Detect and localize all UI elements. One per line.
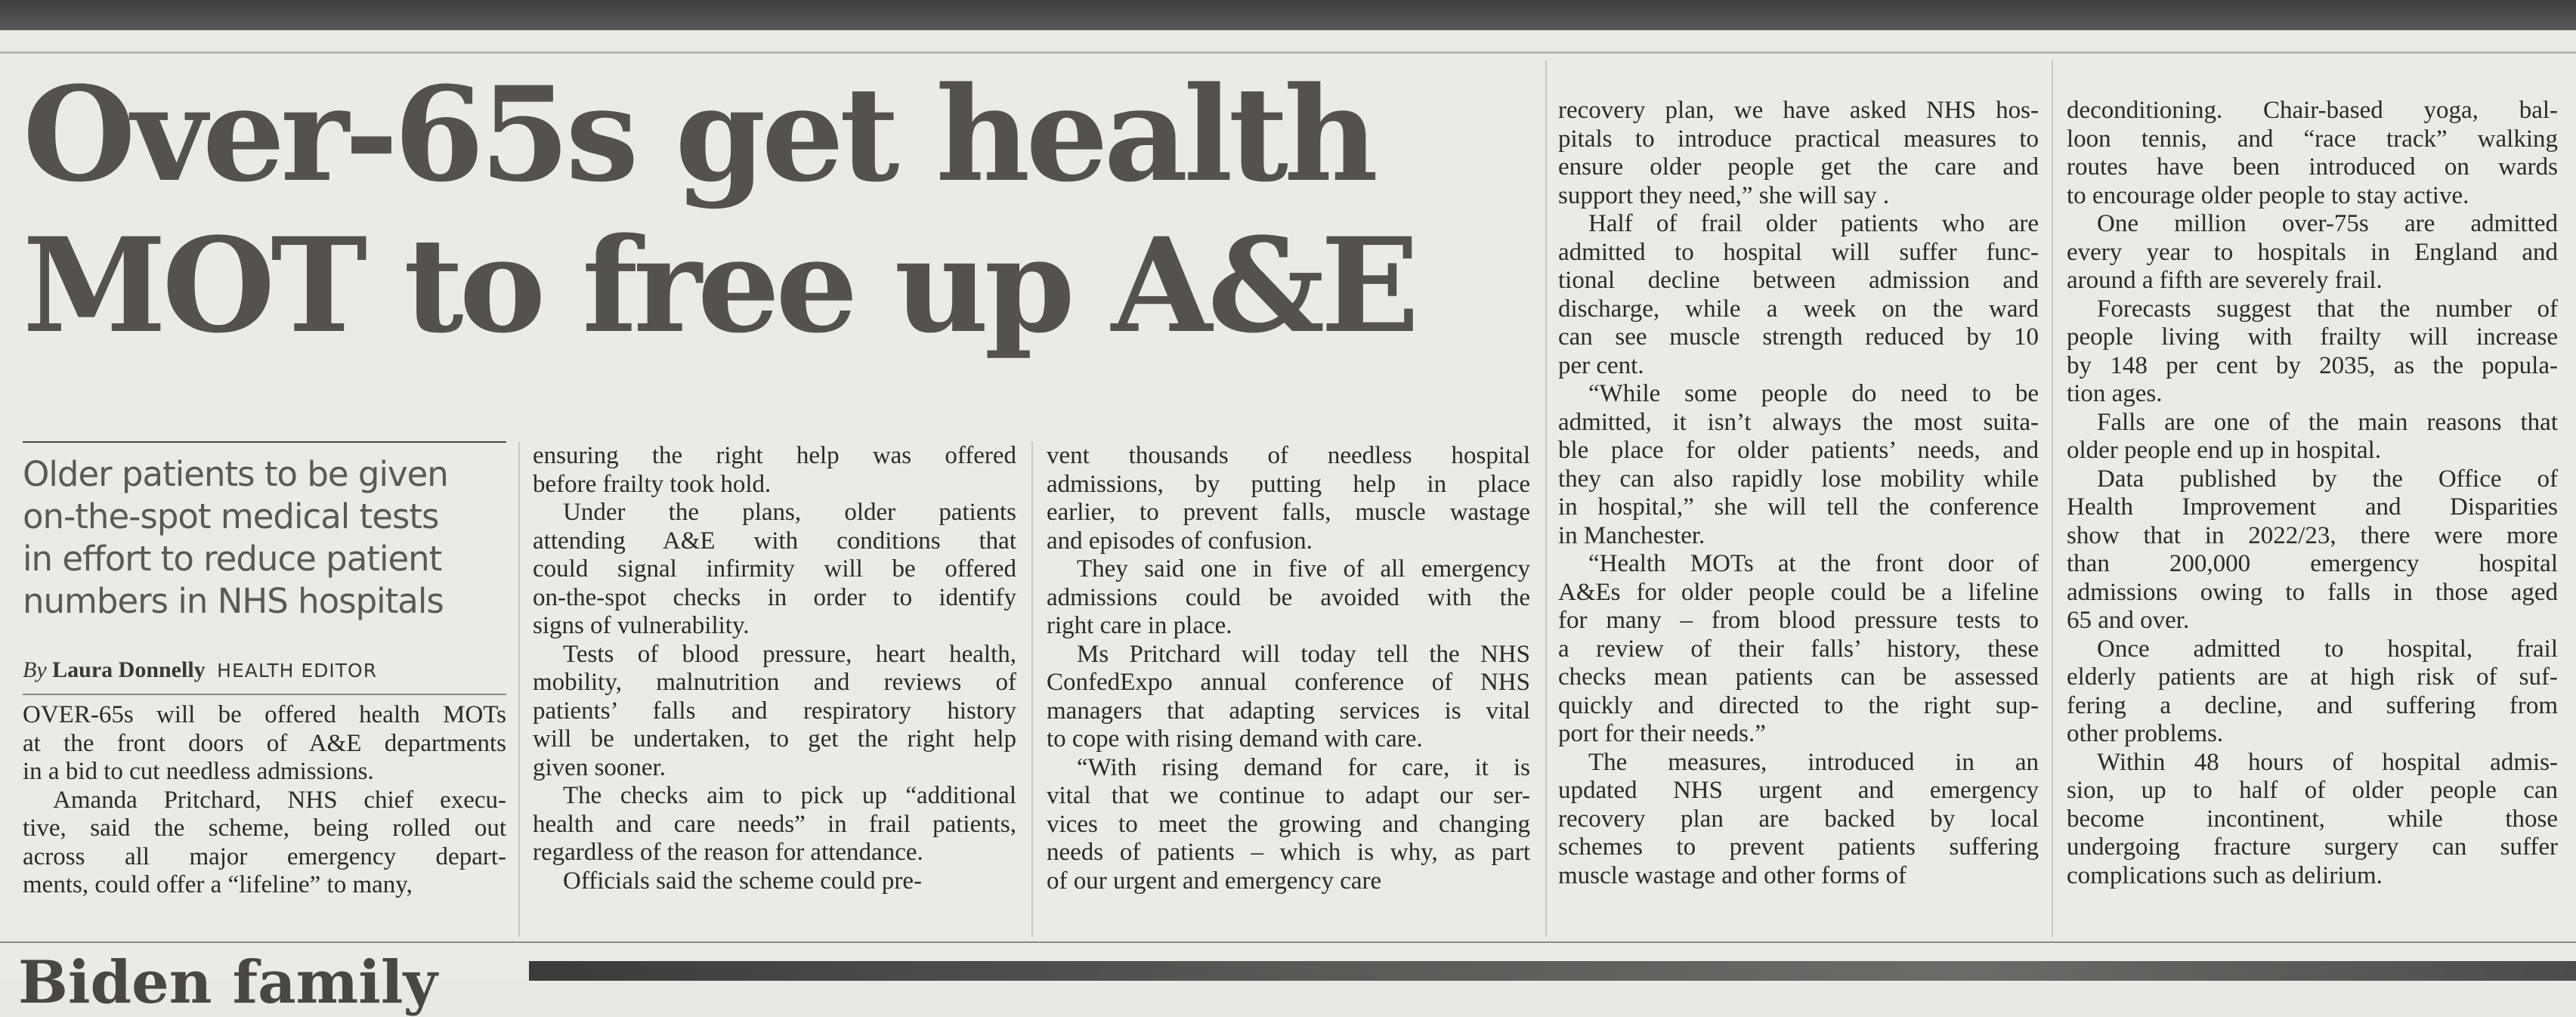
body-text-line: The checks aim to pick up “additional — [563, 782, 1016, 809]
body-text-line: needs of patients – which is why, as part — [1047, 839, 1530, 866]
column-divider — [1545, 60, 1547, 937]
next-article-headline: Biden family — [18, 948, 438, 1017]
column-divider — [1031, 442, 1033, 937]
body-text-line: ble place for older patients’ needs, and — [1558, 437, 2039, 464]
body-text-line: 65 and over. — [2067, 607, 2190, 634]
body-text-line: ments, could offer a “lifeline” to many, — [23, 871, 413, 898]
body-text-line: other problems. — [2067, 720, 2224, 747]
body-text-line: OVER-65s will be offered health MOTs — [23, 701, 506, 728]
body-text-line: at the front doors of A&E departments — [23, 729, 506, 757]
body-text-line: They said one in five of all emergency — [1077, 555, 1530, 583]
body-text-line: on-the-spot checks in order to identify — [533, 583, 1016, 611]
body-text-line: around a fifth are severely frail. — [2067, 267, 2383, 294]
body-text-line: discharge, while a week on the ward — [1558, 295, 2039, 323]
body-column-1 — [23, 701, 506, 900]
body-text-line: every year to hospitals in England and — [2067, 238, 2558, 266]
standfirst-line: on-the-spot medical tests — [23, 496, 439, 536]
body-text-line: for many – from blood pressure tests to — [1558, 607, 2039, 634]
body-text-line: across all major emergency depart- — [23, 842, 506, 870]
body-column-2 — [533, 442, 1016, 895]
body-text-line: routes have been introduced on wards — [2067, 153, 2558, 181]
body-text-line: in a bid to cut needless admissions. — [23, 758, 374, 785]
byline-rule — [23, 694, 506, 695]
body-column-4 — [1558, 97, 2039, 890]
body-text-line: patients’ falls and respiratory history — [533, 697, 1016, 725]
body-text-line: complications such as delirium. — [2067, 861, 2383, 889]
byline-role: HEALTH EDITOR — [217, 660, 378, 682]
body-text-line: admissions could be avoided with the — [1047, 583, 1530, 611]
body-text-line: health and care needs” in frail patients, — [533, 810, 1016, 838]
body-text-line: given sooner. — [533, 753, 666, 781]
body-text-line: attending A&E with conditions that — [533, 527, 1016, 555]
body-text-line: “With rising demand for care, it is — [1077, 753, 1530, 781]
body-text-line: sion, up to half of older people can — [2067, 777, 2558, 804]
body-text-line: mobility, malnutrition and reviews of — [533, 669, 1016, 696]
body-text-line: Health Improvement and Disparities — [2067, 493, 2558, 521]
body-text-line: in Manchester. — [1558, 521, 1705, 549]
body-text-line: Ms Pritchard will today tell the NHS — [1077, 640, 1530, 668]
body-text-line: before frailty took hold. — [533, 470, 772, 498]
body-text-line: become incontinent, while those — [2067, 805, 2558, 833]
body-text-line: schemes to prevent patients suffering — [1558, 833, 2039, 861]
body-text-line: right care in place. — [1047, 612, 1232, 639]
byline — [23, 651, 506, 689]
body-text-line: vices to meet the growing and changing — [1047, 810, 1530, 838]
body-text-line: will be undertaken, to get the right help — [533, 725, 1016, 753]
body-text-line: deconditioning. Chair-based yoga, bal- — [2067, 97, 2558, 124]
body-text-line: Under the plans, older patients — [563, 499, 1016, 526]
body-text-line: older people end up in hospital. — [2067, 437, 2382, 464]
byline-by: By — [23, 657, 47, 682]
body-text-line: earlier, to prevent falls, muscle wastage — [1047, 499, 1530, 526]
body-text-line: of our urgent and emergency care — [1047, 867, 1382, 895]
body-text-line: per cent. — [1558, 351, 1644, 379]
body-text-line: admissions owing to falls in those aged — [2067, 578, 2558, 606]
headline-line: Over-65s get health — [23, 57, 1375, 211]
body-text-line: muscle wastage and other forms of — [1558, 861, 1906, 889]
body-text-line: recovery plan are backed by local — [1558, 805, 2039, 833]
body-text-line: admitted to hospital will suffer func- — [1558, 238, 2039, 266]
body-text-line: Data published by the Office of — [2097, 465, 2558, 493]
body-text-line: ensuring the right help was offered — [533, 442, 1016, 469]
headline-line: MOT to free up A&E — [23, 209, 1415, 362]
body-text-line: by 148 per cent by 2035, as the popula- — [2067, 351, 2558, 379]
body-text-line: port for their needs.” — [1558, 720, 1766, 747]
body-text-line: managers that adapting services is vital — [1047, 697, 1530, 725]
body-text-line: vent thousands of needless hospital — [1047, 442, 1530, 469]
body-text-line: quickly and directed to the right sup- — [1558, 691, 2039, 719]
body-text-line: admissions, by putting help in place — [1047, 470, 1530, 498]
body-text-line: loon tennis, and “race track” walking — [2067, 125, 2558, 153]
body-text-line: regardless of the reason for attendance. — [533, 839, 923, 866]
body-column-3 — [1047, 442, 1530, 895]
body-text-line: admitted, it isn’t always the most suita- — [1558, 408, 2039, 436]
standfirst-line: numbers in NHS hospitals — [23, 581, 444, 621]
body-text-line: Falls are one of the main reasons that — [2097, 408, 2558, 436]
body-text-line: support they need,” she will say . — [1558, 181, 1890, 209]
body-text-line: updated NHS urgent and emergency — [1558, 777, 2039, 804]
body-text-line: ConfedExpo annual conference of NHS — [1047, 669, 1530, 696]
body-text-line: Officials said the scheme could pre- — [563, 867, 922, 895]
top-rule — [0, 51, 2576, 54]
body-text-line: Once admitted to hospital, frail — [2097, 635, 2558, 663]
body-text-line: to cope with rising demand with care. — [1047, 725, 1423, 753]
body-text-line: can see muscle strength reduced by 10 — [1558, 323, 2039, 351]
body-text-line: Within 48 hours of hospital admis- — [2097, 748, 2558, 776]
body-text-line: people living with frailty will increase — [2067, 323, 2558, 351]
column-divider — [518, 442, 520, 937]
body-text-line: The measures, introduced in an — [1588, 748, 2039, 776]
body-column-5 — [2067, 97, 2558, 890]
column-divider — [2052, 60, 2053, 937]
body-text-line: elderly patients are at high risk of suf- — [2067, 663, 2558, 691]
body-text-line: undergoing fracture surgery can suffer — [2067, 833, 2558, 861]
body-text-line: to encourage older people to stay active. — [2067, 181, 2469, 209]
body-text-line: pitals to introduce practical measures to — [1558, 125, 2039, 153]
body-text-line: tional decline between admission and — [1558, 267, 2039, 294]
standfirst-rule — [23, 441, 506, 443]
bottom-rule — [0, 941, 2576, 943]
body-text-line: than 200,000 emergency hospital — [2067, 550, 2558, 577]
body-text-line: fering a decline, and suffering from — [2067, 691, 2558, 719]
standfirst-line: Older patients to be given — [23, 454, 448, 494]
body-text-line: “While some people do need to be — [1588, 380, 2039, 407]
body-text-line: tion ages. — [2067, 380, 2163, 407]
body-text-line: could signal infirmity will be offered — [533, 555, 1016, 583]
body-text-line: in hospital,” she will tell the conference — [1558, 493, 2039, 521]
body-text-line: Half of frail older patients who are — [1588, 210, 2039, 237]
headline — [23, 59, 1504, 361]
scanner-edge — [0, 0, 2576, 30]
body-text-line: ensure older people get the care and — [1558, 153, 2039, 181]
body-text-line: and episodes of confusion. — [1047, 527, 1313, 555]
body-text-line: “Health MOTs at the front door of — [1588, 550, 2039, 577]
body-text-line: Amanda Pritchard, NHS chief execu- — [53, 786, 506, 814]
body-text-line: Tests of blood pressure, heart health, — [563, 640, 1016, 668]
next-article-photo — [529, 961, 2576, 981]
body-text-line: they can also rapidly lose mobility while — [1558, 465, 2039, 493]
byline-author: Laura Donnelly — [52, 657, 206, 682]
body-text-line: checks mean patients can be assessed — [1558, 663, 2039, 691]
body-text-line: vital that we continue to adapt our ser- — [1047, 782, 1530, 809]
body-text-line: show that in 2022/23, there were more — [2067, 521, 2558, 549]
body-text-line: signs of vulnerability. — [533, 612, 750, 639]
standfirst-line: in effort to reduce patient — [23, 539, 442, 579]
body-text-line: One million over-75s are admitted — [2097, 210, 2558, 237]
body-text-line: Forecasts suggest that the number of — [2097, 295, 2558, 323]
standfirst — [23, 453, 506, 623]
body-text-line: a review of their falls’ history, these — [1558, 635, 2039, 663]
body-text-line: A&Es for older people could be a lifeline — [1558, 578, 2039, 606]
body-text-line: tive, said the scheme, being rolled out — [23, 815, 506, 842]
body-text-line: recovery plan, we have asked NHS hos- — [1558, 97, 2039, 124]
